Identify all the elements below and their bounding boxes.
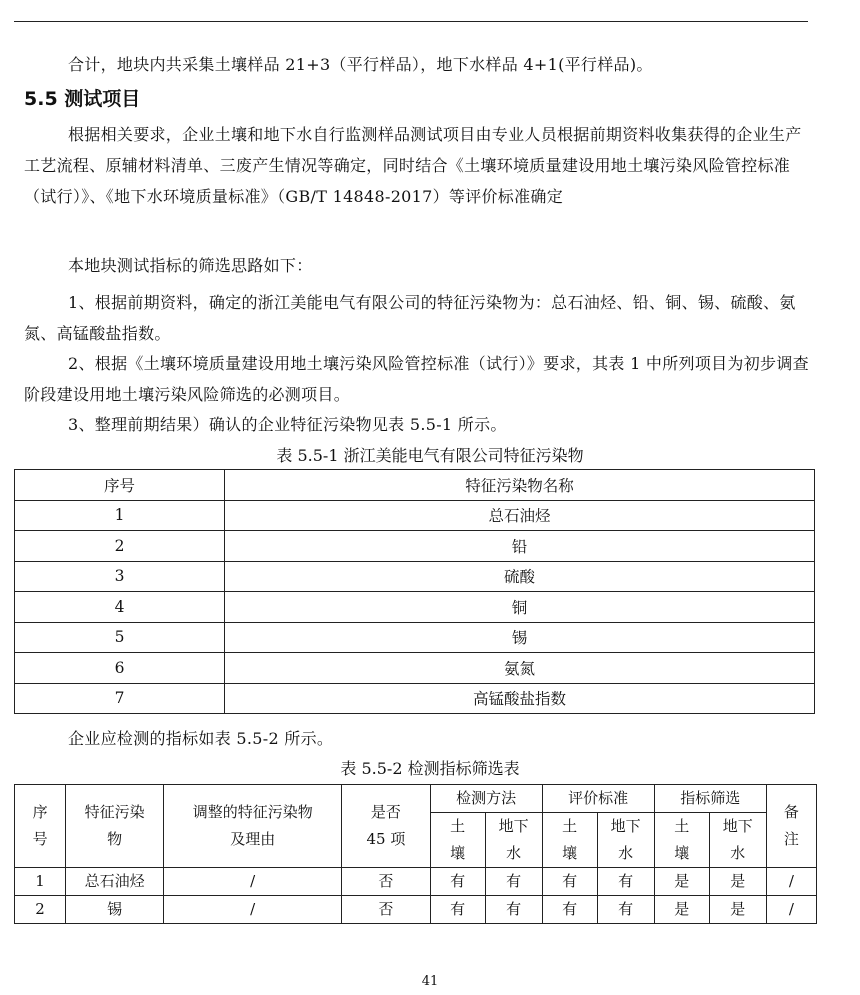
table-cell: 锡: [66, 896, 164, 924]
table-cell: 是: [709, 868, 766, 896]
header-text: 水: [506, 844, 522, 862]
header-text: 土: [674, 817, 690, 835]
subheader-water: [709, 813, 766, 868]
header-text: 壤: [562, 844, 578, 862]
screening-table: [14, 784, 817, 924]
header-text: 地下: [610, 817, 641, 835]
header-text: 备: [783, 803, 799, 821]
header-text: 特征污染: [84, 803, 145, 821]
table2-caption: 表 5.5-2 检测指标筛选表: [340, 759, 520, 778]
table-cell: 氨氮: [225, 653, 815, 684]
header-text: 物: [107, 830, 123, 848]
table-cell: 有: [430, 868, 485, 896]
table-cell: 硫酸: [225, 561, 815, 592]
header-text: 壤: [674, 844, 690, 862]
table-cell: 铅: [225, 531, 815, 562]
table-cell: 7: [15, 683, 225, 714]
table-cell: 1: [15, 500, 225, 531]
header-text: 45 项: [366, 830, 406, 848]
table1-caption: 表 5.5-1 浙江美能电气有限公司特征污染物: [276, 446, 584, 465]
table-cell: 是: [654, 896, 709, 924]
header-text: 土: [562, 817, 578, 835]
table-cell: 铜: [225, 592, 815, 623]
table-cell: 3: [15, 561, 225, 592]
table-cell: /: [164, 868, 342, 896]
item-1: 1、根据前期资料，确定的浙江美能电气有限公司的特征污染物为：总石油烃、铅、铜、锡、硫酸、氨氮、高锰酸盐指数。: [24, 293, 796, 343]
header-cell: 特征污染物名称: [225, 470, 815, 501]
header-text: 及理由: [230, 830, 276, 848]
table-row: [15, 896, 817, 924]
header-seq: [15, 785, 66, 868]
header-adjusted: [164, 785, 342, 868]
table-cell: 6: [15, 653, 225, 684]
header-pollutant: [66, 785, 164, 868]
item-3: 3、整理前期结果）确认的企业特征污染物见表 5.5-1 所示。: [68, 415, 507, 434]
subheader-water: [597, 813, 654, 868]
header-text: 水: [730, 844, 746, 862]
table-cell: 有: [597, 896, 654, 924]
section-heading: 5.5 测试项目: [24, 88, 141, 110]
header-method: 检测方法: [430, 785, 542, 813]
header-text: 调整的特征污染物: [192, 803, 313, 821]
table-cell: 是: [709, 896, 766, 924]
table-row: [15, 653, 815, 684]
table-cell: /: [766, 896, 816, 924]
table-cell: 有: [430, 896, 485, 924]
table-cell: 否: [342, 868, 430, 896]
paragraph-2: 本地块测试指标的筛选思路如下：: [68, 256, 313, 275]
table-cell: 2: [15, 896, 66, 924]
header-text: 号: [32, 830, 48, 848]
table-row: [15, 561, 815, 592]
header-text: 地下: [722, 817, 753, 835]
page-number: 41: [421, 974, 439, 989]
table-row: [15, 622, 815, 653]
subheader-soil: [430, 813, 485, 868]
table-row: [15, 683, 815, 714]
table-cell: 有: [485, 868, 542, 896]
paragraph-3: 企业应检测的指标如表 5.5-2 所示。: [68, 729, 334, 748]
subheader-soil: [654, 813, 709, 868]
header-text: 地下: [498, 817, 529, 835]
table-cell: 5: [15, 622, 225, 653]
header-standard: 评价标准: [542, 785, 654, 813]
table-cell: 1: [15, 868, 66, 896]
header-45: [342, 785, 430, 868]
header-screen: 指标筛选: [654, 785, 766, 813]
header-text: 土: [450, 817, 466, 835]
table-row: [15, 531, 815, 562]
header-text: 水: [618, 844, 634, 862]
intro-line: 合计，地块内共采集土壤样品 21+3（平行样品），地下水样品 4+1(平行样品)。: [68, 55, 653, 74]
table-cell: 有: [597, 868, 654, 896]
pollutant-table: [14, 469, 815, 714]
subheader-water: [485, 813, 542, 868]
header-text: 是否: [370, 803, 401, 821]
table-row: [15, 500, 815, 531]
table-cell: 有: [485, 896, 542, 924]
header-cell: 序号: [15, 470, 225, 501]
table-cell: 有: [542, 868, 597, 896]
table-cell: 是: [654, 868, 709, 896]
table-row: [15, 592, 815, 623]
paragraph-1: 根据相关要求，企业土壤和地下水自行监测样品测试项目由专业人员根据前期资料收集获得的企业生产工艺流程、原辅材料清单、三废产生情况等确定，同时结合《土壤环境质量建设用地土壤污染风险管控标准（试行）》、《地下水环境质量标准》（GB/T 14848-2017）等评价标准确定: [24, 125, 802, 206]
subheader-soil: [542, 813, 597, 868]
table-cell: 锡: [225, 622, 815, 653]
table-cell: 2: [15, 531, 225, 562]
table-cell: 4: [15, 592, 225, 623]
table-header-row: [15, 470, 815, 501]
table-cell: 总石油烃: [225, 500, 815, 531]
header-rule: [14, 21, 808, 22]
table-cell: 否: [342, 896, 430, 924]
header-text: 壤: [450, 844, 466, 862]
table-header-row: [15, 785, 817, 813]
header-remark: [766, 785, 816, 868]
item-2: 2、根据《土壤环境质量建设用地土壤污染风险管控标准（试行）》要求，其表 1 中所列项目为初步调查阶段建设用地土壤污染风险筛选的必测项目。: [24, 354, 809, 404]
table-cell: 高锰酸盐指数: [225, 683, 815, 714]
table-cell: /: [164, 896, 342, 924]
table-cell: 有: [542, 896, 597, 924]
header-text: 序: [32, 803, 48, 821]
table-row: [15, 868, 817, 896]
header-text: 注: [783, 830, 799, 848]
table-cell: /: [766, 868, 816, 896]
table-cell: 总石油烃: [66, 868, 164, 896]
